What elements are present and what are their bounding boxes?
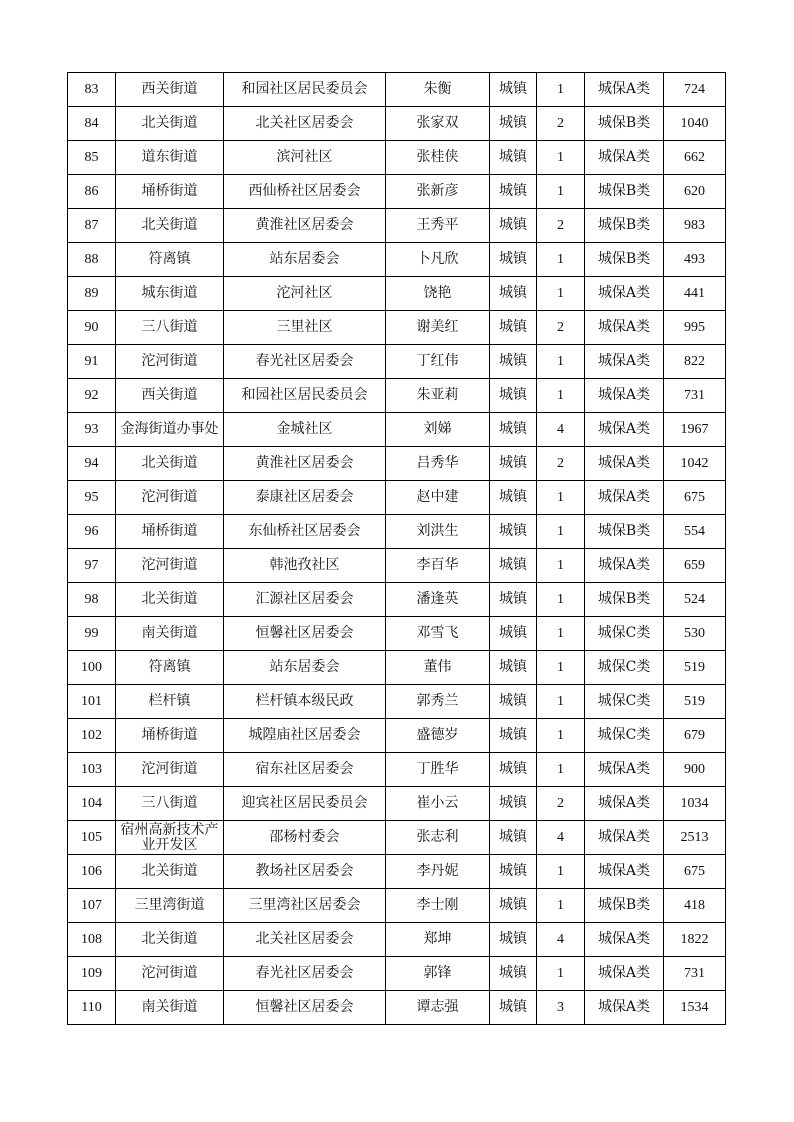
category-cell: 城保B类 <box>585 107 664 141</box>
amount-cell: 441 <box>664 277 726 311</box>
category-cell: 城保A类 <box>585 311 664 345</box>
name-cell: 刘娣 <box>386 413 490 447</box>
street-cell: 沱河街道 <box>116 753 224 787</box>
street-cell: 南关街道 <box>116 617 224 651</box>
row-index: 93 <box>68 413 116 447</box>
area-cell: 城镇 <box>490 345 537 379</box>
street-cell: 埇桥街道 <box>116 175 224 209</box>
category-cell: 城保C类 <box>585 719 664 753</box>
household-count-cell: 1 <box>537 617 585 651</box>
row-index: 106 <box>68 855 116 889</box>
household-count-cell: 2 <box>537 447 585 481</box>
area-cell: 城镇 <box>490 719 537 753</box>
community-cell: 迎宾社区居民委员会 <box>224 787 386 821</box>
table-row <box>68 379 726 413</box>
street-cell: 埇桥街道 <box>116 515 224 549</box>
category-cell: 城保C类 <box>585 651 664 685</box>
table-row <box>68 175 726 209</box>
row-index: 99 <box>68 617 116 651</box>
amount-cell: 822 <box>664 345 726 379</box>
amount-cell: 662 <box>664 141 726 175</box>
name-cell: 谢美红 <box>386 311 490 345</box>
household-count-cell: 1 <box>537 141 585 175</box>
household-count-cell: 1 <box>537 515 585 549</box>
amount-cell: 1042 <box>664 447 726 481</box>
amount-cell: 2513 <box>664 821 726 855</box>
name-cell: 张家双 <box>386 107 490 141</box>
amount-cell: 1967 <box>664 413 726 447</box>
row-index: 94 <box>68 447 116 481</box>
street-cell: 城东街道 <box>116 277 224 311</box>
area-cell: 城镇 <box>490 209 537 243</box>
row-index: 90 <box>68 311 116 345</box>
amount-cell: 519 <box>664 685 726 719</box>
community-cell: 三里湾社区居委会 <box>224 889 386 923</box>
table-row <box>68 141 726 175</box>
category-cell: 城保A类 <box>585 73 664 107</box>
street-cell: 西关街道 <box>116 379 224 413</box>
area-cell: 城镇 <box>490 447 537 481</box>
name-cell: 李百华 <box>386 549 490 583</box>
table-row <box>68 243 726 277</box>
name-cell: 朱衡 <box>386 73 490 107</box>
community-cell: 站东居委会 <box>224 243 386 277</box>
area-cell: 城镇 <box>490 855 537 889</box>
table-row <box>68 107 726 141</box>
amount-cell: 524 <box>664 583 726 617</box>
amount-cell: 493 <box>664 243 726 277</box>
category-cell: 城保A类 <box>585 413 664 447</box>
community-cell: 泰康社区居委会 <box>224 481 386 515</box>
name-cell: 丁红伟 <box>386 345 490 379</box>
row-index: 83 <box>68 73 116 107</box>
category-cell: 城保A类 <box>585 345 664 379</box>
household-count-cell: 3 <box>537 991 585 1025</box>
row-index: 100 <box>68 651 116 685</box>
row-index: 86 <box>68 175 116 209</box>
household-count-cell: 2 <box>537 107 585 141</box>
category-cell: 城保B类 <box>585 889 664 923</box>
household-count-cell: 4 <box>537 923 585 957</box>
community-cell: 和园社区居民委员会 <box>224 379 386 413</box>
area-cell: 城镇 <box>490 991 537 1025</box>
category-cell: 城保A类 <box>585 787 664 821</box>
category-cell: 城保B类 <box>585 243 664 277</box>
row-index: 84 <box>68 107 116 141</box>
household-count-cell: 1 <box>537 753 585 787</box>
household-count-cell: 4 <box>537 413 585 447</box>
category-cell: 城保A类 <box>585 923 664 957</box>
household-count-cell: 1 <box>537 481 585 515</box>
category-cell: 城保A类 <box>585 549 664 583</box>
table-row <box>68 719 726 753</box>
table-row <box>68 991 726 1025</box>
community-cell: 宿东社区居委会 <box>224 753 386 787</box>
street-cell: 栏杆镇 <box>116 685 224 719</box>
household-count-cell: 2 <box>537 311 585 345</box>
category-cell: 城保A类 <box>585 753 664 787</box>
community-cell: 城隍庙社区居委会 <box>224 719 386 753</box>
street-cell: 三八街道 <box>116 311 224 345</box>
row-index: 107 <box>68 889 116 923</box>
household-count-cell: 1 <box>537 549 585 583</box>
street-cell: 道东街道 <box>116 141 224 175</box>
community-cell: 栏杆镇本级民政 <box>224 685 386 719</box>
category-cell: 城保B类 <box>585 515 664 549</box>
name-cell: 董伟 <box>386 651 490 685</box>
amount-cell: 731 <box>664 957 726 991</box>
community-cell: 黄淮社区居委会 <box>224 447 386 481</box>
amount-cell: 530 <box>664 617 726 651</box>
row-index: 101 <box>68 685 116 719</box>
table-row <box>68 651 726 685</box>
amount-cell: 900 <box>664 753 726 787</box>
community-cell: 邵杨村委会 <box>224 821 386 855</box>
name-cell: 郭秀兰 <box>386 685 490 719</box>
area-cell: 城镇 <box>490 515 537 549</box>
table-row <box>68 583 726 617</box>
household-count-cell: 1 <box>537 345 585 379</box>
area-cell: 城镇 <box>490 379 537 413</box>
community-cell: 站东居委会 <box>224 651 386 685</box>
street-cell: 三里湾街道 <box>116 889 224 923</box>
street-cell: 宿州高新技术产业开发区 <box>116 821 224 855</box>
name-cell: 邓雪飞 <box>386 617 490 651</box>
household-count-cell: 1 <box>537 855 585 889</box>
row-index: 89 <box>68 277 116 311</box>
community-cell: 金城社区 <box>224 413 386 447</box>
table-row <box>68 753 726 787</box>
household-count-cell: 1 <box>537 685 585 719</box>
category-cell: 城保A类 <box>585 821 664 855</box>
area-cell: 城镇 <box>490 685 537 719</box>
table-row <box>68 685 726 719</box>
household-count-cell: 1 <box>537 277 585 311</box>
category-cell: 城保A类 <box>585 481 664 515</box>
household-count-cell: 1 <box>537 175 585 209</box>
name-cell: 盛德岁 <box>386 719 490 753</box>
street-cell: 三八街道 <box>116 787 224 821</box>
name-cell: 李丹妮 <box>386 855 490 889</box>
area-cell: 城镇 <box>490 413 537 447</box>
street-cell: 沱河街道 <box>116 549 224 583</box>
household-count-cell: 1 <box>537 583 585 617</box>
row-index: 98 <box>68 583 116 617</box>
area-cell: 城镇 <box>490 957 537 991</box>
amount-cell: 675 <box>664 481 726 515</box>
row-index: 105 <box>68 821 116 855</box>
name-cell: 潘逢英 <box>386 583 490 617</box>
community-cell: 北关社区居委会 <box>224 923 386 957</box>
row-index: 91 <box>68 345 116 379</box>
amount-cell: 418 <box>664 889 726 923</box>
category-cell: 城保A类 <box>585 379 664 413</box>
row-index: 87 <box>68 209 116 243</box>
area-cell: 城镇 <box>490 617 537 651</box>
street-cell: 符离镇 <box>116 651 224 685</box>
category-cell: 城保A类 <box>585 277 664 311</box>
row-index: 104 <box>68 787 116 821</box>
household-count-cell: 2 <box>537 209 585 243</box>
area-cell: 城镇 <box>490 175 537 209</box>
row-index: 108 <box>68 923 116 957</box>
table-row <box>68 481 726 515</box>
table-row <box>68 617 726 651</box>
name-cell: 朱亚莉 <box>386 379 490 413</box>
amount-cell: 995 <box>664 311 726 345</box>
name-cell: 丁胜华 <box>386 753 490 787</box>
street-cell: 北关街道 <box>116 923 224 957</box>
category-cell: 城保A类 <box>585 447 664 481</box>
street-cell: 北关街道 <box>116 583 224 617</box>
community-cell: 汇源社区居委会 <box>224 583 386 617</box>
household-count-cell: 1 <box>537 957 585 991</box>
category-cell: 城保C类 <box>585 617 664 651</box>
amount-cell: 731 <box>664 379 726 413</box>
table-row <box>68 447 726 481</box>
area-cell: 城镇 <box>490 243 537 277</box>
household-count-cell: 1 <box>537 889 585 923</box>
table-row <box>68 855 726 889</box>
household-count-cell: 4 <box>537 821 585 855</box>
table-row <box>68 413 726 447</box>
amount-cell: 679 <box>664 719 726 753</box>
household-count-cell: 1 <box>537 651 585 685</box>
row-index: 97 <box>68 549 116 583</box>
name-cell: 饶艳 <box>386 277 490 311</box>
area-cell: 城镇 <box>490 821 537 855</box>
row-index: 85 <box>68 141 116 175</box>
street-cell: 符离镇 <box>116 243 224 277</box>
community-cell: 北关社区居委会 <box>224 107 386 141</box>
street-cell: 北关街道 <box>116 447 224 481</box>
household-count-cell: 1 <box>537 379 585 413</box>
category-cell: 城保B类 <box>585 583 664 617</box>
table-row <box>68 787 726 821</box>
street-cell: 金海街道办事处 <box>116 413 224 447</box>
community-cell: 滨河社区 <box>224 141 386 175</box>
name-cell: 谭志强 <box>386 991 490 1025</box>
area-cell: 城镇 <box>490 651 537 685</box>
row-index: 110 <box>68 991 116 1025</box>
table-row <box>68 345 726 379</box>
amount-cell: 620 <box>664 175 726 209</box>
table-row <box>68 549 726 583</box>
community-cell: 恒馨社区居委会 <box>224 991 386 1025</box>
beneficiary-table <box>67 72 726 1025</box>
household-count-cell: 1 <box>537 719 585 753</box>
name-cell: 刘洪生 <box>386 515 490 549</box>
household-count-cell: 1 <box>537 243 585 277</box>
table-row <box>68 73 726 107</box>
amount-cell: 1034 <box>664 787 726 821</box>
area-cell: 城镇 <box>490 787 537 821</box>
area-cell: 城镇 <box>490 141 537 175</box>
category-cell: 城保B类 <box>585 209 664 243</box>
street-cell: 北关街道 <box>116 855 224 889</box>
area-cell: 城镇 <box>490 481 537 515</box>
street-cell: 沱河街道 <box>116 345 224 379</box>
table-row <box>68 515 726 549</box>
amount-cell: 519 <box>664 651 726 685</box>
household-count-cell: 2 <box>537 787 585 821</box>
area-cell: 城镇 <box>490 311 537 345</box>
area-cell: 城镇 <box>490 73 537 107</box>
community-cell: 韩池孜社区 <box>224 549 386 583</box>
community-cell: 和园社区居民委员会 <box>224 73 386 107</box>
row-index: 88 <box>68 243 116 277</box>
area-cell: 城镇 <box>490 277 537 311</box>
community-cell: 黄淮社区居委会 <box>224 209 386 243</box>
name-cell: 李士刚 <box>386 889 490 923</box>
table-row <box>68 957 726 991</box>
row-index: 109 <box>68 957 116 991</box>
household-count-cell: 1 <box>537 73 585 107</box>
name-cell: 崔小云 <box>386 787 490 821</box>
community-cell: 春光社区居委会 <box>224 957 386 991</box>
category-cell: 城保C类 <box>585 685 664 719</box>
amount-cell: 659 <box>664 549 726 583</box>
row-index: 103 <box>68 753 116 787</box>
table-row <box>68 923 726 957</box>
street-cell: 埇桥街道 <box>116 719 224 753</box>
name-cell: 王秀平 <box>386 209 490 243</box>
name-cell: 张桂侠 <box>386 141 490 175</box>
community-cell: 恒馨社区居委会 <box>224 617 386 651</box>
row-index: 96 <box>68 515 116 549</box>
name-cell: 郭锋 <box>386 957 490 991</box>
table-row <box>68 277 726 311</box>
community-cell: 教场社区居委会 <box>224 855 386 889</box>
category-cell: 城保B类 <box>585 175 664 209</box>
row-index: 95 <box>68 481 116 515</box>
category-cell: 城保A类 <box>585 141 664 175</box>
category-cell: 城保A类 <box>585 957 664 991</box>
area-cell: 城镇 <box>490 583 537 617</box>
community-cell: 西仙桥社区居委会 <box>224 175 386 209</box>
street-cell: 沱河街道 <box>116 481 224 515</box>
amount-cell: 1040 <box>664 107 726 141</box>
street-cell: 北关街道 <box>116 209 224 243</box>
name-cell: 吕秀华 <box>386 447 490 481</box>
amount-cell: 554 <box>664 515 726 549</box>
row-index: 92 <box>68 379 116 413</box>
name-cell: 张新彦 <box>386 175 490 209</box>
street-cell: 西关街道 <box>116 73 224 107</box>
amount-cell: 983 <box>664 209 726 243</box>
table-row <box>68 209 726 243</box>
table-row <box>68 311 726 345</box>
area-cell: 城镇 <box>490 753 537 787</box>
category-cell: 城保A类 <box>585 991 664 1025</box>
area-cell: 城镇 <box>490 107 537 141</box>
amount-cell: 1822 <box>664 923 726 957</box>
amount-cell: 675 <box>664 855 726 889</box>
row-index: 102 <box>68 719 116 753</box>
community-cell: 东仙桥社区居委会 <box>224 515 386 549</box>
community-cell: 三里社区 <box>224 311 386 345</box>
area-cell: 城镇 <box>490 889 537 923</box>
amount-cell: 1534 <box>664 991 726 1025</box>
area-cell: 城镇 <box>490 923 537 957</box>
table-body <box>68 73 726 1025</box>
table-row <box>68 821 726 855</box>
category-cell: 城保A类 <box>585 855 664 889</box>
name-cell: 张志利 <box>386 821 490 855</box>
table-row <box>68 889 726 923</box>
name-cell: 赵中建 <box>386 481 490 515</box>
amount-cell: 724 <box>664 73 726 107</box>
name-cell: 卜凡欣 <box>386 243 490 277</box>
area-cell: 城镇 <box>490 549 537 583</box>
street-cell: 北关街道 <box>116 107 224 141</box>
street-cell: 南关街道 <box>116 991 224 1025</box>
name-cell: 郑坤 <box>386 923 490 957</box>
community-cell: 沱河社区 <box>224 277 386 311</box>
street-cell: 沱河街道 <box>116 957 224 991</box>
community-cell: 春光社区居委会 <box>224 345 386 379</box>
